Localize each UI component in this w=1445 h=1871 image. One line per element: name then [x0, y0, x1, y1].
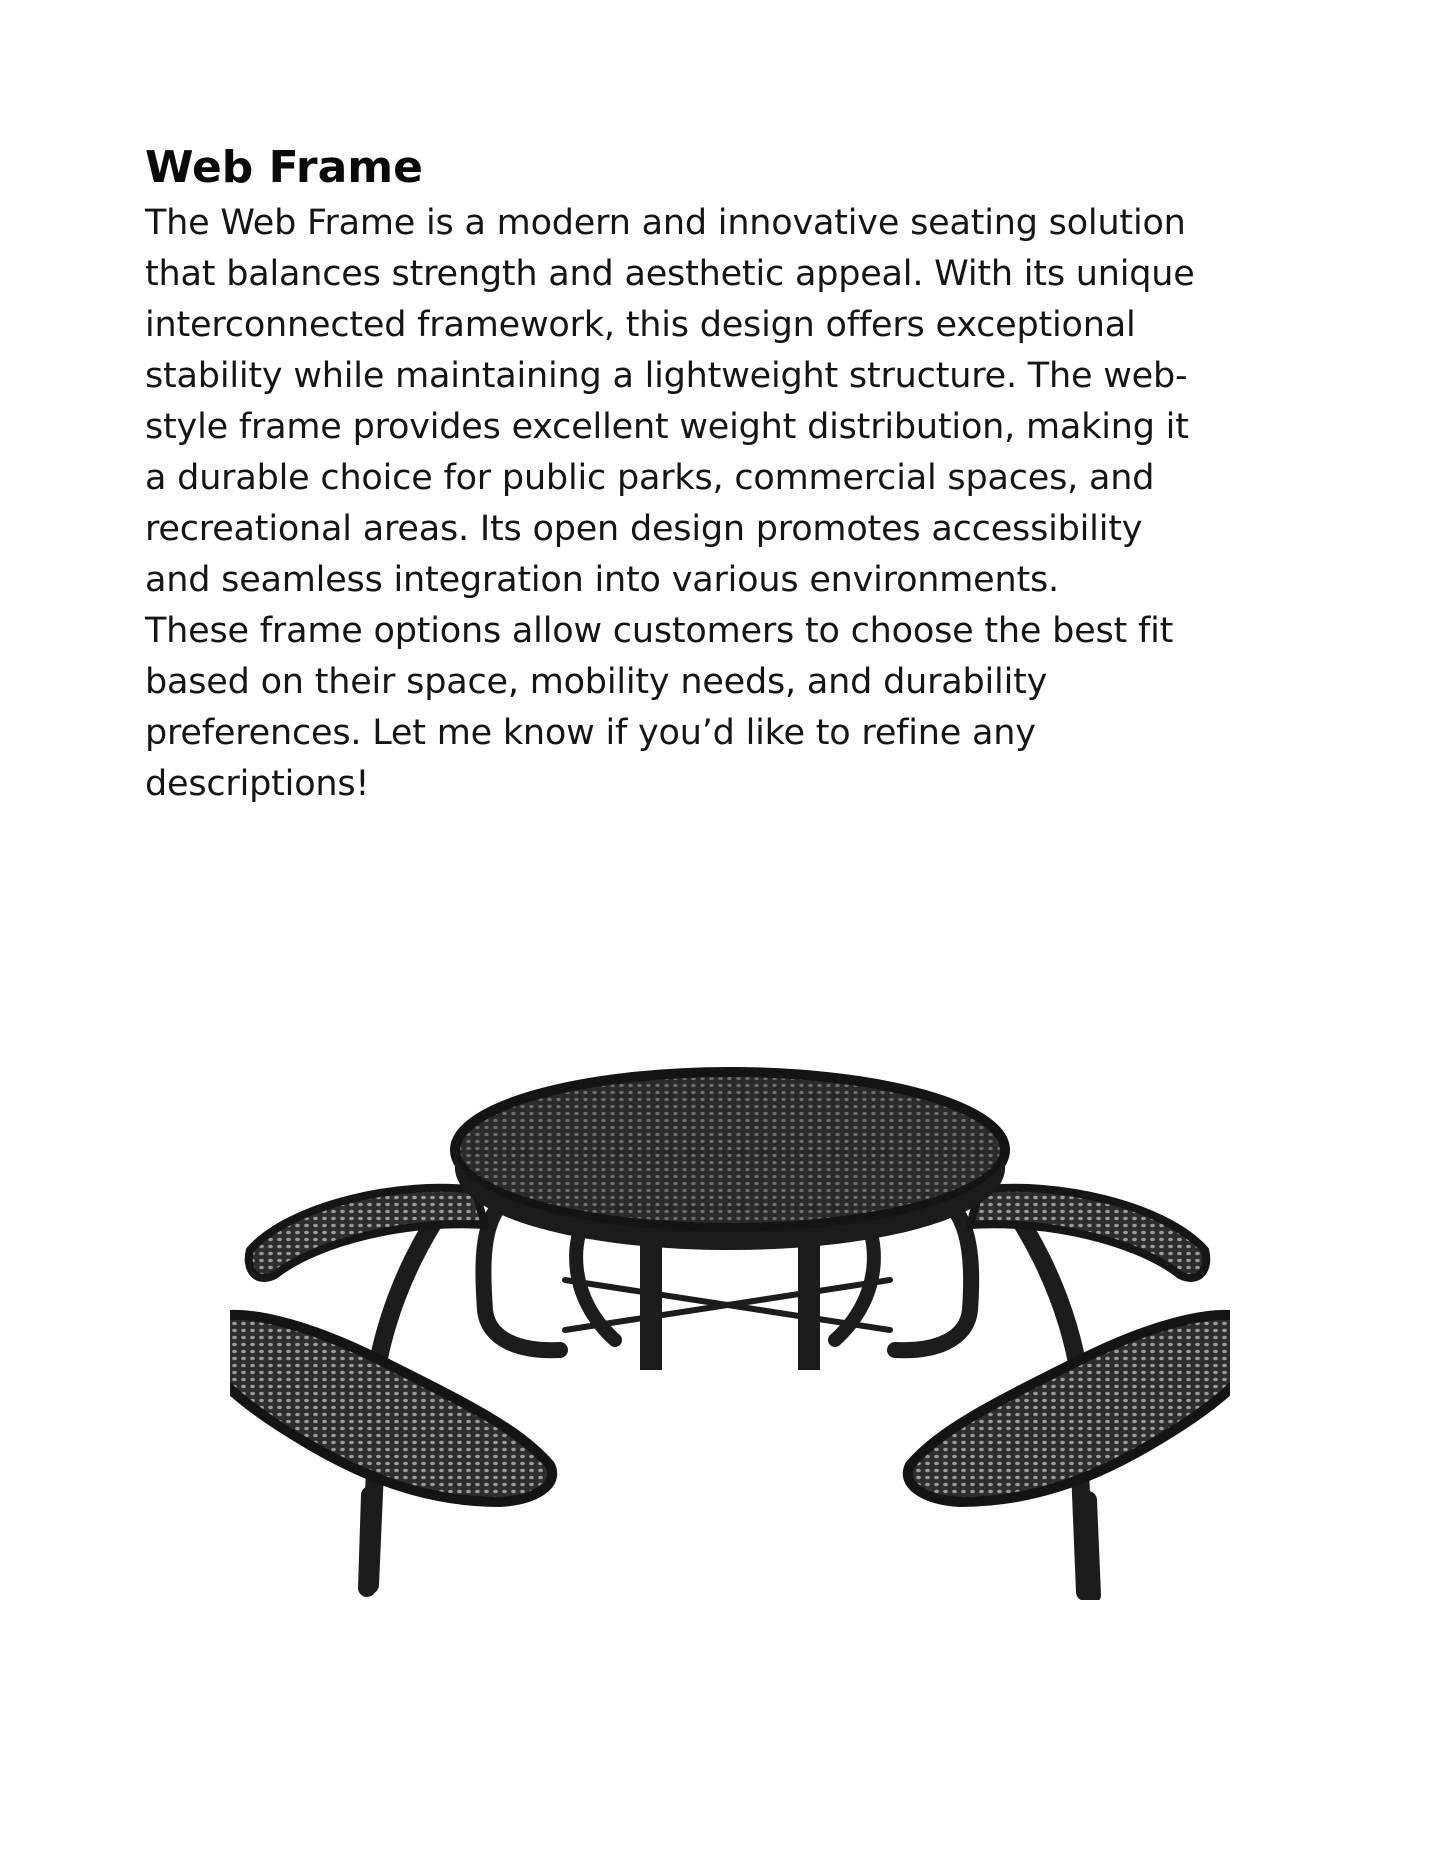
- document-body: [145, 140, 1275, 810]
- paragraph-line: descriptions!: [145, 764, 370, 804]
- paragraph-line: and seamless integration into various environments.: [145, 560, 1059, 600]
- picnic-table-image: [230, 1040, 1230, 1600]
- paragraph-line: a durable choice for public parks, commercial spaces, and: [145, 458, 1155, 498]
- page-title: Web Frame: [145, 142, 423, 193]
- paragraph-line: that balances strength and aesthetic appeal. With its unique: [145, 254, 1195, 294]
- paragraph-line: These frame options allow customers to choose the best fit: [145, 611, 1174, 651]
- paragraph-line: stability while maintaining a lightweight structure. The web-: [145, 356, 1188, 396]
- paragraph-line: The Web Frame is a modern and innovative seating solution: [145, 203, 1186, 243]
- paragraph-line: preferences. Let me know if you’d like to refine any: [145, 713, 1036, 753]
- description-paragraph: [145, 198, 1275, 810]
- paragraph-line: recreational areas. Its open design promotes accessibility: [145, 509, 1143, 549]
- paragraph-line: based on their space, mobility needs, and durability: [145, 662, 1048, 702]
- paragraph-line: style frame provides excellent weight distribution, making it: [145, 407, 1189, 447]
- paragraph-line: interconnected framework, this design offers exceptional: [145, 305, 1136, 345]
- round-picnic-table-icon: [230, 1040, 1230, 1600]
